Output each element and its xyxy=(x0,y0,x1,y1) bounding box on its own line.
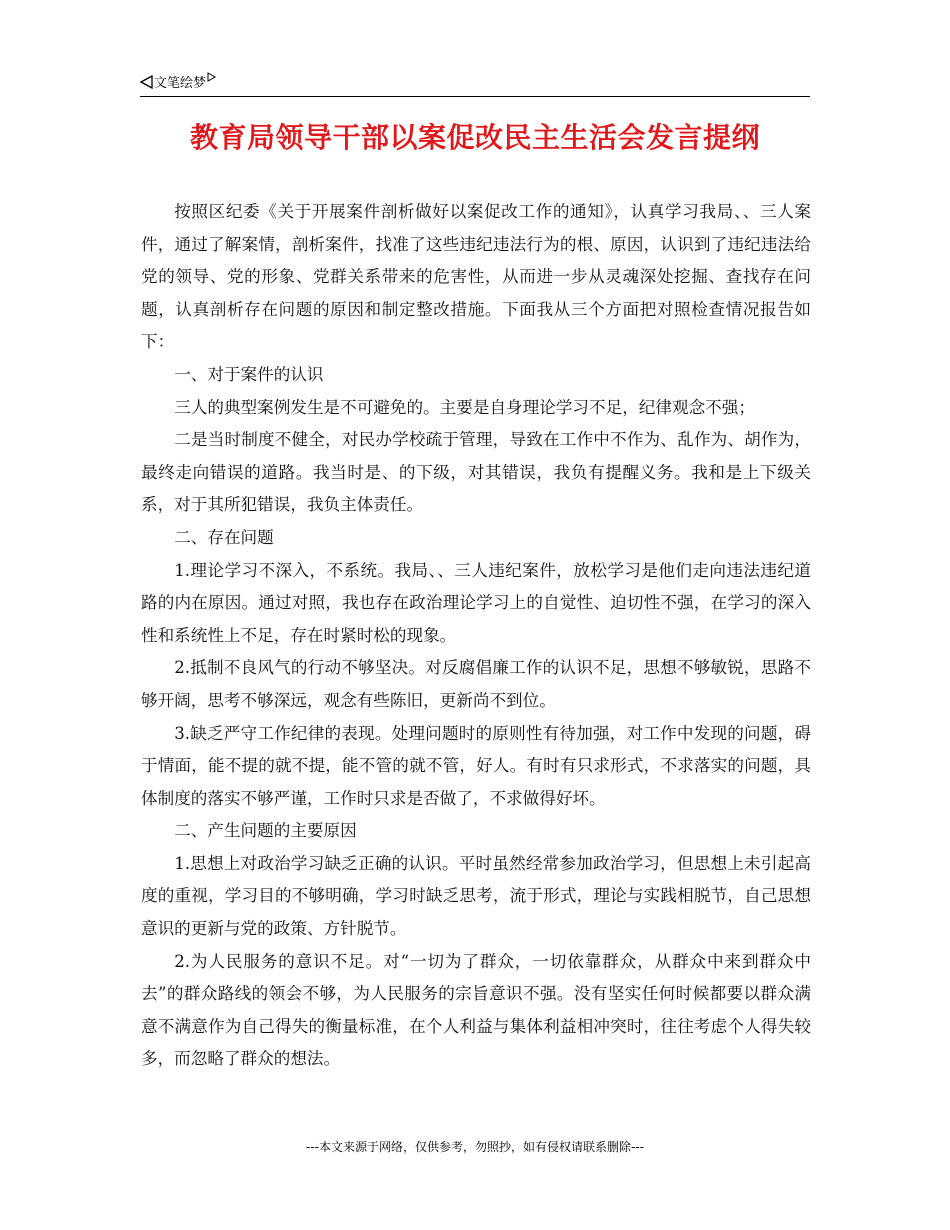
document-title: 教育局领导干部以案促改民主生活会发言提纲 xyxy=(189,121,760,154)
paragraph: 2.为人民服务的意识不足。对“一切为了群众，一切依靠群众，从群众中来到群众中去”的群众路线的领会不够，为人民服务的宗旨意识不强。没有坚实任何时候都要以群众满意不满意作为自己得失的衡量标准，在个人利益与集体利益相冲突时，往往考虑个人得失较多，而忽略了群众的想法。 xyxy=(141,951,811,1069)
paragraph: 3.缺乏严守工作纪律的表现。处理问题时的原则性有待加强，对工作中发现的问题，碍于情面，能不提的就不提，能不管的就不管，好人。有时有只求形式，不求落实的问题，具体制度的落实不够严谨，工作时只求是否做了，不求做得好坏。 xyxy=(141,723,811,808)
paragraph: 2.抵制不良风气的行动不够坚决。对反腐倡廉工作的认识不足，思想不够敏锐，思路不够开阔，思考不够深远，观念有些陈旧，更新尚不到位。 xyxy=(141,658,811,710)
left-triangle-icon xyxy=(140,75,153,89)
page-footer: ---本文来源于网络，仅供参考，勿照抄，如有侵权请联系删除--- xyxy=(306,1140,644,1154)
page-header xyxy=(140,72,810,97)
document-body xyxy=(141,196,811,1076)
paragraph-intro: 按照区纪委《关于开展案件剖析做好以案促改工作的通知》，认真学习我局、、三人案件，通过了解案情，剖析案件，找准了这些违纪违法行为的根、原因，认识到了违纪违法给党的领导、党的形象、党群关系带来的危害性，从而进一步从灵魂深处挖掘、查找存在问题，认真剖析存在问题的原因和制定整改措施。下面我从三个方面把对照检查情况报告如下： xyxy=(141,202,811,352)
header-brand: 文笔绘梦 xyxy=(154,76,207,91)
section-heading-2: 二、存在问题 xyxy=(174,527,274,547)
paragraph: 1.思想上对政治学习缺乏正确的认识。平时虽然经常参加政治学习，但思想上未引起高度的重视，学习目的不够明确，学习时缺乏思考，流于形式，理论与实践相脱节，自己思想意识的更新与党的政策、方针脱节。 xyxy=(141,853,811,939)
section-heading-1: 一、对于案件的认识 xyxy=(174,364,324,384)
section-heading-3: 二、产生问题的主要原因 xyxy=(174,821,357,841)
paragraph: 三人的典型案例发生是不可避免的。主要是自身理论学习不足，纪律观念不强； xyxy=(174,397,755,417)
paragraph: 1.理论学习不深入，不系统。我局、、三人违纪案件，放松学习是他们走向违法违纪道路的内在原因。通过对照，我也存在政治理论学习上的自觉性、迫切性不强，在学习的深入性和系统性上不足，存在时紧时松的现象。 xyxy=(141,560,811,645)
right-triangle-icon xyxy=(207,72,216,82)
paragraph: 二是当时制度不健全，对民办学校疏于管理，导致在工作中不作为、乱作为、胡作为，最终走向错误的道路。我当时是、的下级，对其错误，我负有提醒义务。我和是上下级关系，对于其所犯错误，我负主体责任。 xyxy=(141,430,811,515)
